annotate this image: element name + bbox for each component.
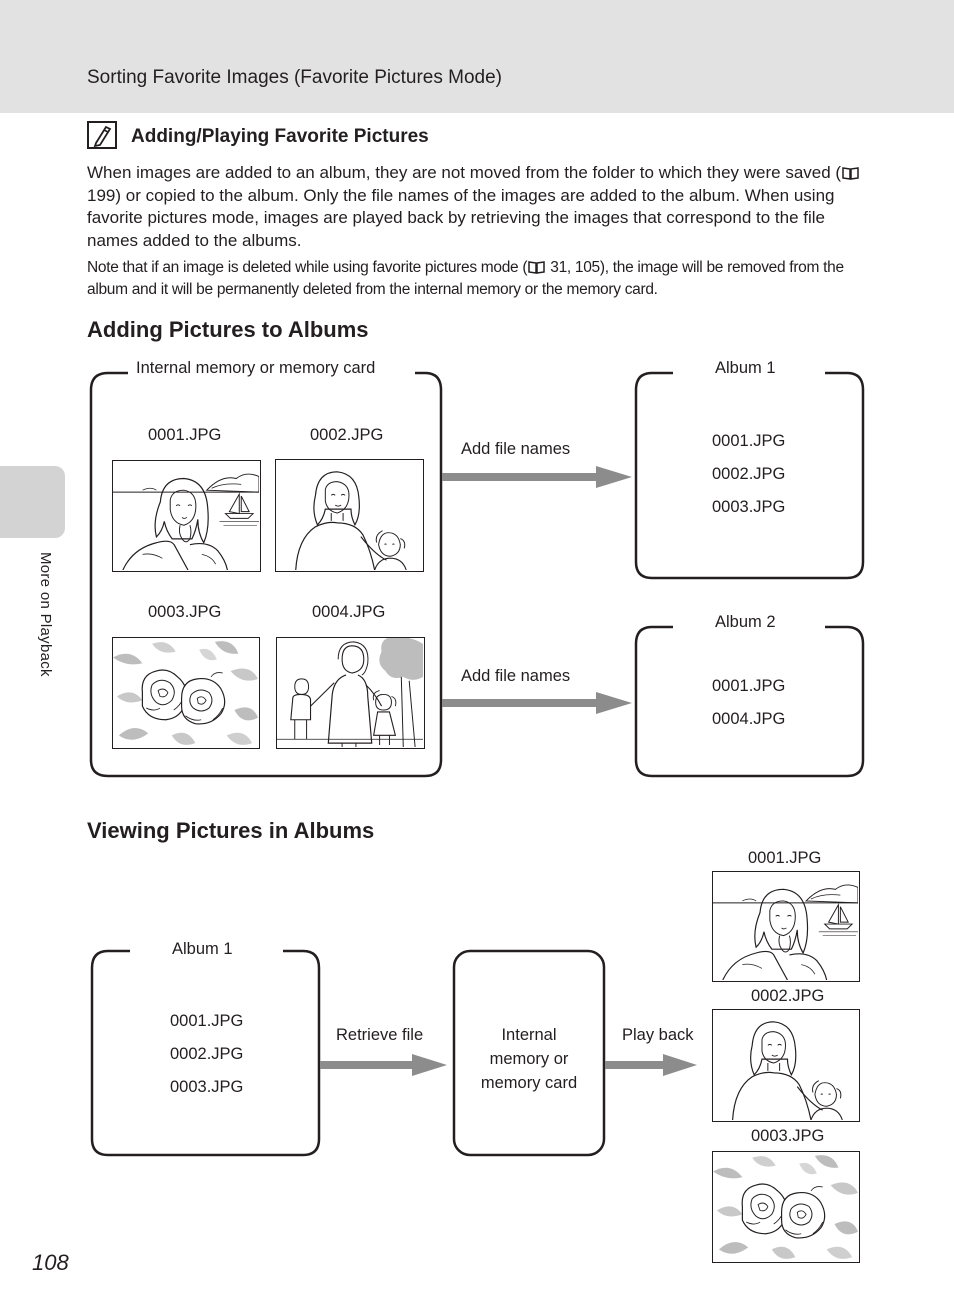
album-1-title: Album 1: [715, 359, 776, 377]
album-file: 0003.JPG: [170, 1078, 244, 1096]
photo-thumbnail: [712, 1009, 860, 1122]
album-file: 0002.JPG: [712, 465, 786, 483]
woman-with-child-image: [713, 1010, 858, 1120]
photo-thumbnail: [112, 637, 260, 749]
image-filename: 0004.JPG: [312, 603, 386, 621]
flowers-image: [713, 1152, 858, 1261]
memory-box-line-3: memory card: [480, 1074, 578, 1092]
image-filename: 0003.JPG: [751, 1127, 825, 1145]
note-title: Adding/Playing Favorite Pictures: [131, 126, 429, 147]
image-filename: 0002.JPG: [310, 426, 384, 444]
album-2-frame: [636, 627, 863, 776]
viewing-section-title: Viewing Pictures in Albums: [87, 818, 375, 843]
note-paragraph-2-text-a: Note that if an image is deleted while using favorite pictures mode (: [87, 259, 528, 276]
woman-with-two-children-image: [277, 638, 423, 747]
side-tab-label: More on Playback: [37, 552, 54, 677]
note-paragraph-2-text-b: 31, 105), the image will be removed from the album and it will be permanently deleted from the internal memory or the memory card.: [87, 259, 844, 298]
image-filename: 0002.JPG: [751, 987, 825, 1005]
arrow-label-add-1: Add file names: [461, 440, 571, 458]
photo-thumbnail: [712, 871, 860, 982]
arrow-playback: [605, 1054, 697, 1076]
flowers-image: [113, 638, 258, 747]
memory-box-line-1: Internal: [501, 1026, 557, 1044]
page-number: 108: [32, 1250, 69, 1275]
woman-with-child-image: [276, 460, 422, 570]
arrow-label-add-2: Add file names: [461, 667, 571, 685]
arrow-label-playback: Play back: [622, 1026, 694, 1044]
photo-thumbnail: [276, 637, 425, 749]
adding-section-title: Adding Pictures to Albums: [87, 317, 369, 342]
photo-thumbnail: [275, 459, 424, 572]
image-filename: 0001.JPG: [748, 849, 822, 867]
album-file: 0002.JPG: [170, 1045, 244, 1063]
note-paragraph-1-text-b: 199) or copied to the album. Only the file names of the images are added to the album. When using favorite pictures mode, images are played back by retrieving the images that correspond to the file names added to the albums.: [87, 185, 835, 250]
album-file: 0001.JPG: [712, 677, 786, 695]
image-filename: 0003.JPG: [148, 603, 222, 621]
album-file: 0004.JPG: [712, 710, 786, 728]
woman-portrait-sailboat-image: [713, 872, 858, 980]
arrow-retrieve: [320, 1054, 447, 1076]
album-2-title: Album 2: [715, 613, 776, 631]
album-file: 0001.JPG: [712, 432, 786, 450]
note-paragraph-1-text-a: When images are added to an album, they are not moved from the folder to which they were saved (: [87, 163, 842, 182]
arrow-add-1: [442, 466, 632, 488]
arrow-label-retrieve: Retrieve file: [336, 1026, 424, 1044]
photo-thumbnail: [712, 1151, 860, 1263]
photo-thumbnail: [112, 460, 261, 572]
woman-portrait-sailboat-image: [113, 461, 259, 570]
source-box-label: Internal memory or memory card: [136, 359, 376, 377]
image-filename: 0001.JPG: [148, 426, 222, 444]
memory-box-line-2: memory or: [489, 1050, 569, 1068]
arrow-add-2: [442, 692, 632, 714]
running-head: Sorting Favorite Images (Favorite Pictures Mode): [87, 67, 502, 88]
album-file: 0003.JPG: [712, 498, 786, 516]
album-file: 0001.JPG: [170, 1012, 244, 1030]
view-album-title: Album 1: [172, 940, 233, 958]
